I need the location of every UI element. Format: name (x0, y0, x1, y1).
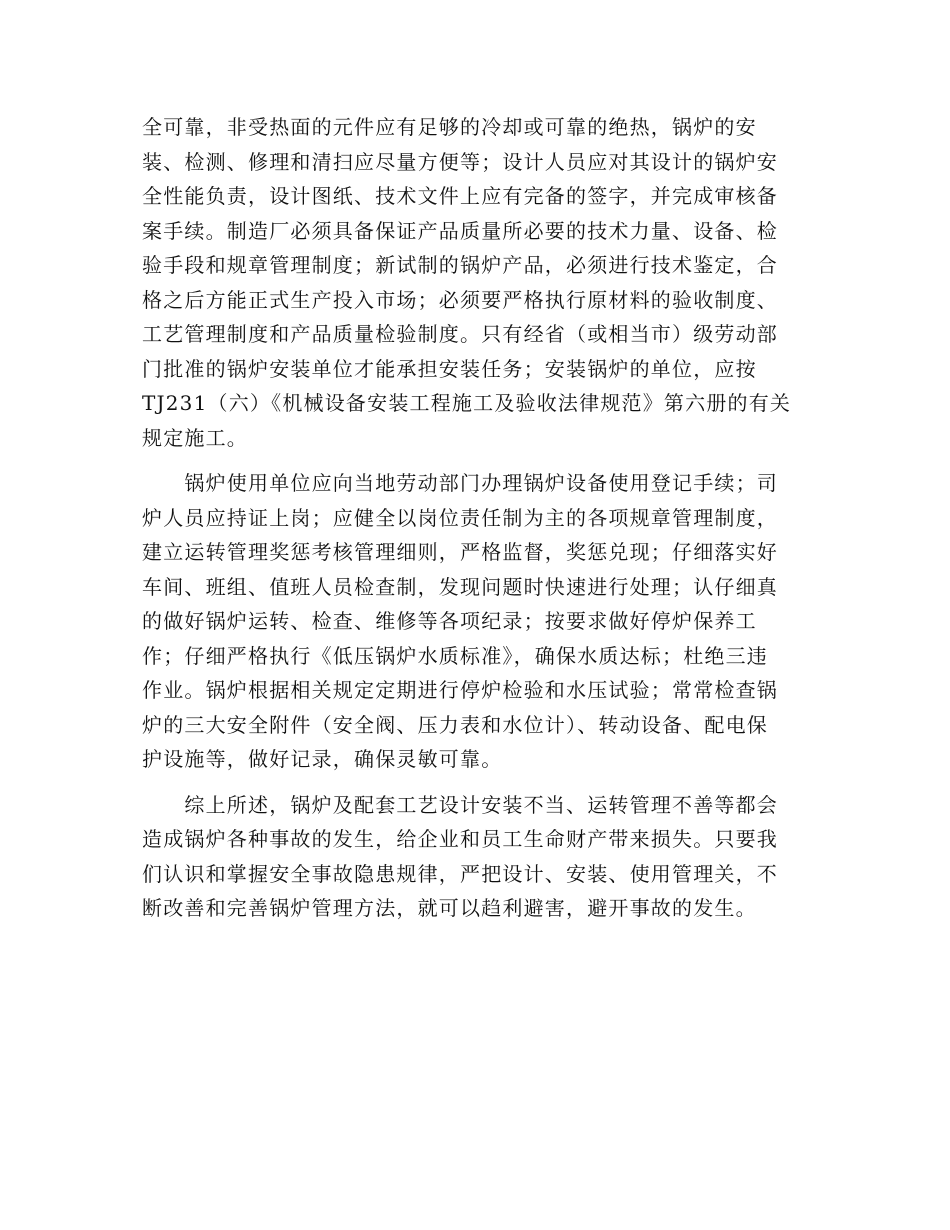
text-line: 车间、班组、值班人员检查制，发现问题时快速进行处理；认仔细真 (142, 574, 778, 599)
text-line: 全可靠，非受热面的元件应有足够的冷却或可靠的绝热，锅炉的安 (142, 115, 757, 139)
text-line: 装、检测、修理和清扫应尽量方便等；设计人员应对其设计的锅炉安 (142, 149, 778, 174)
paragraph-2 (142, 466, 812, 777)
text-line: TJ231（六）《机械设备安装工程施工及验收法律规范》第六册的有关 (142, 391, 792, 415)
text-line: 建立运转管理奖惩考核管理细则，严格监督，奖惩兑现；仔细落实好 (142, 540, 778, 564)
text-line: 炉人员应持证上岗；应健全以岗位责任制为主的各项规章管理制度， (142, 505, 778, 530)
text-line: 格之后方能正式生产投入市场；必须要严格执行原材料的验收制度、 (142, 287, 778, 312)
text-line: 断改善和完善锅炉管理方法，就可以趋利避害，避开事故的发生。 (142, 896, 757, 920)
text-line: 案手续。制造厂必须具备保证产品质量所必要的技术力量、设备、检 (142, 218, 778, 243)
paragraph-3 (142, 788, 812, 926)
text-line: 作业。锅炉根据相关规定定期进行停炉检验和水压试验；常常检查锅 (142, 678, 778, 702)
text-line: 作；仔细严格执行《低压锅炉水质标准》，确保水质达标；杜绝三违 (142, 643, 768, 668)
text-line: 全性能负责，设计图纸、技术文件上应有完备的签字，并完成审核备 (142, 184, 778, 208)
text-line: 工艺管理制度和产品质量检验制度。只有经省（或相当市）级劳动部 (142, 322, 778, 346)
text-line: 们认识和掌握安全事故隐患规律，严把设计、安装、使用管理关，不 (142, 861, 778, 886)
document-body (142, 110, 812, 926)
paragraph-1 (142, 110, 812, 455)
text-line: 规定施工。 (142, 425, 248, 450)
text-line: 护设施等，做好记录，确保灵敏可靠。 (142, 747, 503, 771)
text-line: 锅炉使用单位应向当地劳动部门办理锅炉设备使用登记手续；司 (142, 471, 778, 495)
text-line: 验手段和规章管理制度；新试制的锅炉产品，必须进行技术鉴定，合 (142, 253, 778, 277)
text-line: 造成锅炉各种事故的发生，给企业和员工生命财产带来损失。只要我 (142, 827, 778, 851)
text-line: 的做好锅炉运转、检查、维修等各项纪录；按要求做好停炉保养工 (142, 609, 757, 633)
text-line: 门批准的锅炉安装单位才能承担安装任务；安装锅炉的单位，应按 (142, 356, 757, 381)
text-line: 综上所述，锅炉及配套工艺设计安装不当、运转管理不善等都会 (142, 792, 778, 817)
text-line: 炉的三大安全附件（安全阀、压力表和水位计）、转动设备、配电保 (142, 712, 768, 737)
